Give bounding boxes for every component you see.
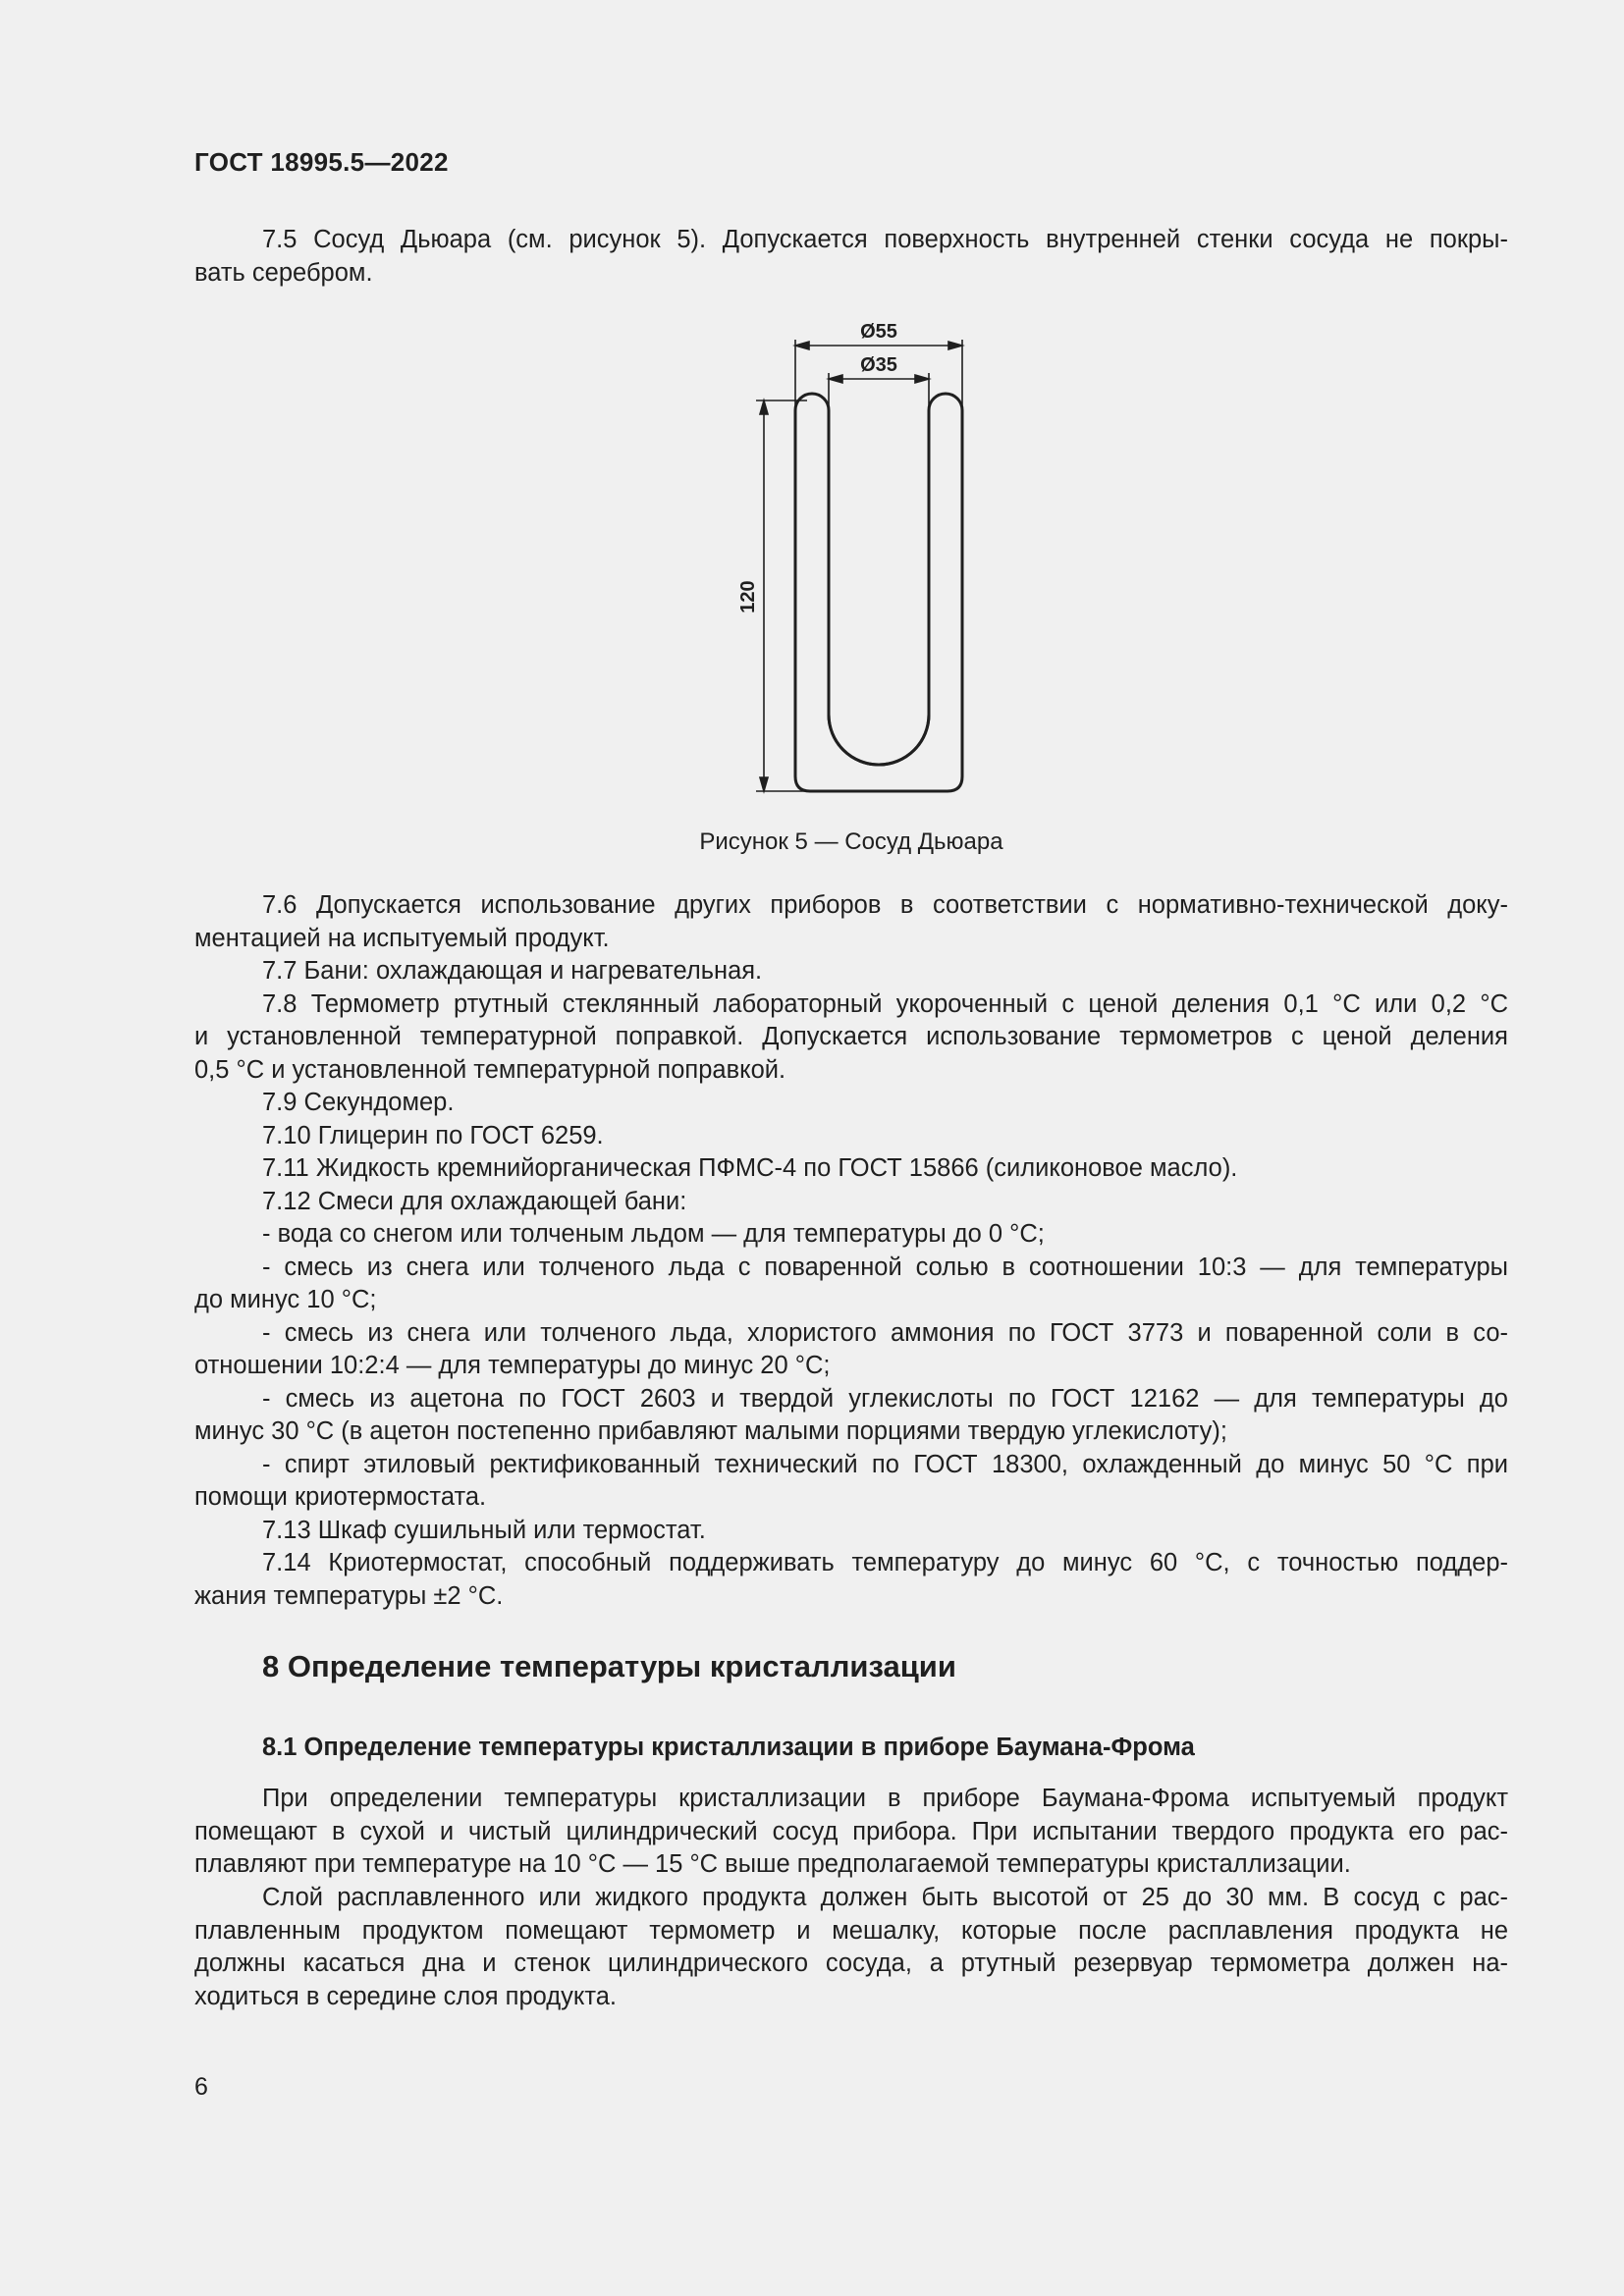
- text-line: 7.9 Секундомер.: [262, 1089, 455, 1116]
- text-line: 7.5 Сосуд Дьюара (см. рисунок 5). Допускается поверхность внутренней стенки сосуда не покры-: [262, 226, 1508, 253]
- outer-wall: [795, 394, 962, 791]
- text-line: плавленным продуктом помещают термометр и мешалку, которые после расплавления продукта не: [194, 1916, 1508, 1945]
- text-line: и установленной температурной поправкой. Допускается использование термометров с ценой деления: [194, 1023, 1508, 1050]
- dimension-outer-diameter: Ø55: [860, 321, 897, 343]
- text-line: до минус 10 °С;: [194, 1286, 377, 1313]
- text-line: 7.13 Шкаф сушильный или термостат.: [262, 1516, 706, 1544]
- dewar-vessel-drawing: [727, 312, 982, 803]
- subsection-8-1-title: 8.1 Определение температуры кристаллизации в приборе Баумана-Фрома: [262, 1734, 1195, 1761]
- text-line: ментацией на испытуемый продукт.: [194, 924, 610, 952]
- text-line: вать серебром.: [194, 258, 373, 287]
- paragraph-8-1-a: [194, 1783, 1508, 1882]
- document-header: ГОСТ 18995.5—2022: [194, 147, 449, 177]
- section-8-title: 8 Определение температуры кристаллизации: [262, 1649, 956, 1683]
- text-line: 7.14 Криотермостат, способный поддерживать температуру до минус 60 °С, с точностью поддер-: [262, 1549, 1508, 1576]
- text-line: помощи криотермостата.: [194, 1483, 487, 1511]
- text-line: 7.8 Термометр ртутный стеклянный лабораторный укороченный с ценой деления 0,1 °С или 0,2 °С: [262, 989, 1508, 1018]
- text-line: Слой расплавленного или жидкого продукта должен быть высотой от 25 до 30 мм. В сосуд с рас-: [262, 1884, 1508, 1911]
- text-line: При определении температуры кристаллизации в приборе Баумана-Фрома испытуемый продукт: [262, 1785, 1508, 1812]
- text-line: отношении 10:2:4 — для температуры до минус 20 °С;: [194, 1352, 831, 1379]
- text-line: 0,5 °С и установленной температурной поправкой.: [194, 1055, 786, 1084]
- text-line: - смесь из снега или толченого льда с поваренной солью в соотношении 10:3 — для температуры: [262, 1253, 1508, 1281]
- figure-caption: Рисунок 5 — Сосуд Дьюара: [699, 828, 1003, 855]
- text-line: - вода со снегом или толченым льдом — для температуры до 0 °С;: [262, 1220, 1045, 1248]
- text-line: - смесь из ацетона по ГОСТ 2603 и твердой углекислоты по ГОСТ 12162 — для температуры до: [262, 1384, 1508, 1413]
- paragraph-7-5: [194, 224, 1508, 290]
- text-line: помещают в сухой и чистый цилиндрический сосуд прибора. При испытании твердого продукта его рас-: [194, 1817, 1508, 1845]
- text-line: минус 30 °С (в ацетон постепенно прибавляют малыми порциями твердую углекислоту);: [194, 1417, 1227, 1445]
- dimension-height: 120: [737, 580, 759, 614]
- text-line: жания температуры ±2 °С.: [194, 1581, 504, 1610]
- text-line: 7.12 Смеси для охлаждающей бани:: [262, 1187, 687, 1215]
- text-line: - спирт этиловый ректификованный технический по ГОСТ 18300, охлажденный до минус 50 °С при: [262, 1450, 1508, 1478]
- text-line: 7.11 Жидкость кремнийорганическая ПФМС-4 по ГОСТ 15866 (силиконовое масло).: [262, 1154, 1238, 1182]
- text-line: 7.7 Бани: охлаждающая и нагревательная.: [262, 957, 763, 985]
- text-line: 7.10 Глицерин по ГОСТ 6259.: [262, 1121, 604, 1149]
- section-7-items: [194, 889, 1508, 1613]
- inner-wall: [829, 410, 929, 765]
- text-line: плавляют при температуре на 10 °С — 15 °С выше предполагаемой температуры кристаллизации.: [194, 1850, 1351, 1878]
- text-line: ходиться в середине слоя продукта.: [194, 1982, 617, 2010]
- text-line: должны касаться дна и стенок цилиндрического сосуда, а ртутный резервуар термометра должен на-: [194, 1949, 1508, 1977]
- dimension-inner-diameter: Ø35: [860, 354, 897, 376]
- text-line: 7.6 Допускается использование других приборов в соответствии с нормативно-технической доку-: [262, 891, 1508, 919]
- paragraph-8-1-b: [194, 1882, 1508, 2013]
- text-line: - смесь из снега или толченого льда, хлористого аммония по ГОСТ 3773 и поваренной соли в со-: [262, 1318, 1508, 1347]
- page-number: 6: [194, 2073, 208, 2101]
